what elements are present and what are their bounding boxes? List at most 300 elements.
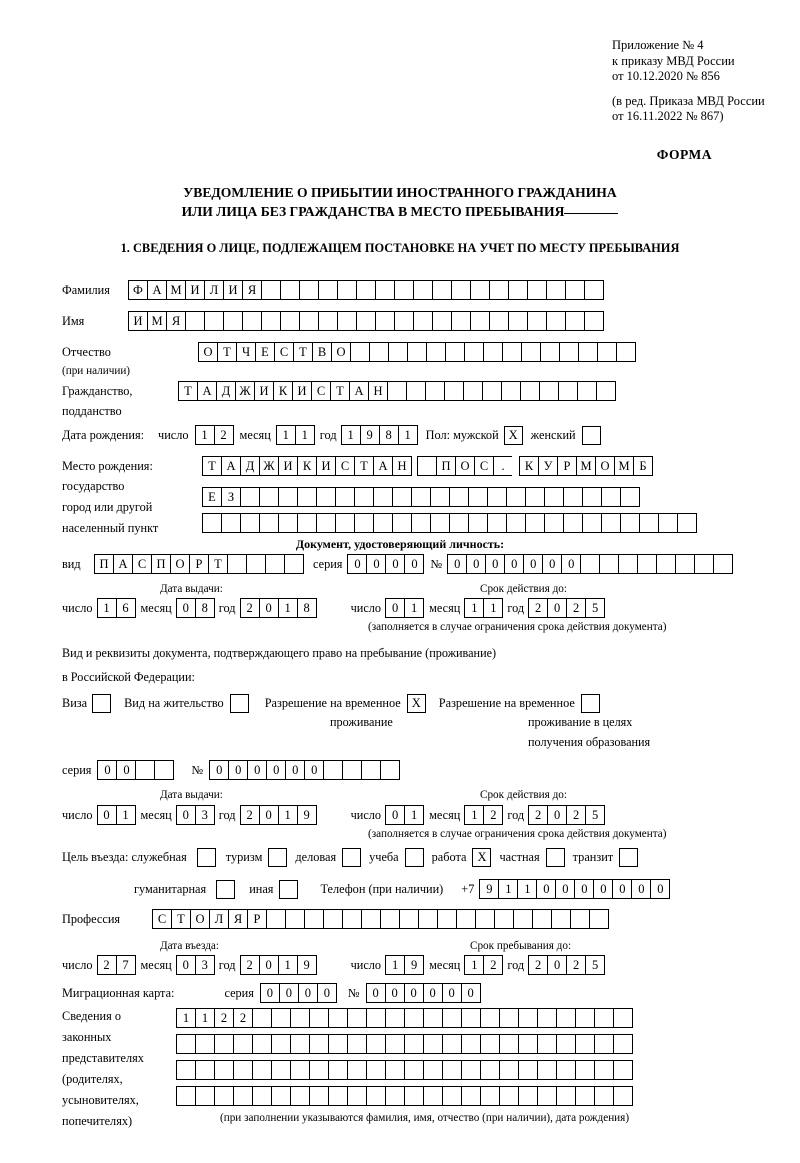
char-cell[interactable] [304, 909, 324, 929]
char-cell[interactable]: 5 [585, 805, 605, 825]
doc-valid-year-input[interactable] [528, 598, 604, 618]
char-cell[interactable] [335, 513, 355, 533]
char-cell[interactable]: Я [228, 909, 248, 929]
char-cell[interactable]: 1 [464, 805, 484, 825]
char-cell[interactable] [261, 280, 281, 300]
char-cell[interactable]: 0 [366, 554, 386, 574]
purpose-private-checkbox[interactable] [546, 848, 565, 867]
char-cell[interactable]: Е [202, 487, 222, 507]
char-cell[interactable]: С [335, 456, 355, 476]
char-cell[interactable] [532, 909, 552, 929]
char-cell[interactable] [411, 487, 431, 507]
char-cell[interactable] [240, 487, 260, 507]
purpose-business-checkbox[interactable] [342, 848, 361, 867]
char-cell[interactable] [354, 513, 374, 533]
char-cell[interactable] [537, 1034, 557, 1054]
char-cell[interactable] [426, 342, 446, 362]
char-cell[interactable]: 2 [483, 955, 503, 975]
char-cell[interactable] [394, 280, 414, 300]
purpose-other-checkbox[interactable] [279, 880, 298, 899]
char-cell[interactable]: 1 [341, 425, 361, 445]
char-cell[interactable] [616, 342, 636, 362]
char-cell[interactable] [271, 1008, 291, 1028]
char-cell[interactable]: 0 [547, 955, 567, 975]
char-cell[interactable]: Д [216, 381, 236, 401]
char-cell[interactable]: 2 [566, 805, 586, 825]
char-cell[interactable]: 2 [233, 1008, 253, 1028]
char-cell[interactable]: 9 [479, 879, 499, 899]
char-cell[interactable] [290, 1034, 310, 1054]
char-cell[interactable] [259, 487, 279, 507]
char-cell[interactable] [520, 381, 540, 401]
char-cell[interactable]: 0 [285, 760, 305, 780]
char-cell[interactable]: 1 [517, 879, 537, 899]
char-cell[interactable] [221, 513, 241, 533]
char-cell[interactable] [350, 342, 370, 362]
char-cell[interactable]: Т [217, 342, 237, 362]
char-cell[interactable] [214, 1086, 234, 1106]
char-cell[interactable]: С [311, 381, 331, 401]
char-cell[interactable] [380, 909, 400, 929]
birth-month-input[interactable] [276, 425, 314, 445]
char-cell[interactable] [280, 280, 300, 300]
residence-permit-checkbox[interactable] [230, 694, 249, 713]
char-cell[interactable]: 0 [317, 983, 337, 1003]
char-cell[interactable] [639, 513, 659, 533]
char-cell[interactable] [677, 513, 697, 533]
char-cell[interactable]: 0 [209, 760, 229, 780]
char-cell[interactable]: Е [255, 342, 275, 362]
char-cell[interactable] [489, 311, 509, 331]
char-cell[interactable] [551, 909, 571, 929]
char-cell[interactable] [385, 1008, 405, 1028]
char-cell[interactable]: 1 [404, 598, 424, 618]
char-cell[interactable] [442, 1008, 462, 1028]
char-cell[interactable] [656, 554, 676, 574]
char-cell[interactable]: О [455, 456, 475, 476]
purpose-transit-checkbox[interactable] [619, 848, 638, 867]
char-cell[interactable] [413, 280, 433, 300]
char-cell[interactable] [518, 1060, 538, 1080]
char-cell[interactable] [594, 1060, 614, 1080]
char-cell[interactable]: 9 [297, 805, 317, 825]
char-cell[interactable] [195, 1086, 215, 1106]
char-cell[interactable] [432, 311, 452, 331]
char-cell[interactable] [594, 1086, 614, 1106]
char-cell[interactable] [394, 311, 414, 331]
char-cell[interactable] [589, 909, 609, 929]
char-cell[interactable]: 0 [485, 554, 505, 574]
birth-place-state-input[interactable] [202, 456, 652, 476]
char-cell[interactable]: 0 [228, 760, 248, 780]
char-cell[interactable]: Т [178, 381, 198, 401]
char-cell[interactable]: 8 [195, 598, 215, 618]
char-cell[interactable] [501, 381, 521, 401]
doc-number-input[interactable] [447, 554, 732, 574]
char-cell[interactable] [499, 1086, 519, 1106]
char-cell[interactable] [154, 760, 174, 780]
char-cell[interactable] [366, 1008, 386, 1028]
char-cell[interactable] [513, 909, 533, 929]
char-cell[interactable] [297, 513, 317, 533]
char-cell[interactable] [468, 513, 488, 533]
char-cell[interactable]: 1 [278, 805, 298, 825]
char-cell[interactable] [299, 280, 319, 300]
name-input[interactable] [128, 311, 603, 331]
char-cell[interactable]: 2 [240, 598, 260, 618]
char-cell[interactable]: 1 [483, 598, 503, 618]
char-cell[interactable] [318, 311, 338, 331]
char-cell[interactable] [404, 1034, 424, 1054]
char-cell[interactable] [620, 513, 640, 533]
char-cell[interactable] [483, 342, 503, 362]
char-cell[interactable] [527, 311, 547, 331]
char-cell[interactable]: 0 [304, 760, 324, 780]
char-cell[interactable]: А [113, 554, 133, 574]
char-cell[interactable] [271, 1060, 291, 1080]
char-cell[interactable]: Б [633, 456, 653, 476]
char-cell[interactable] [594, 1008, 614, 1028]
char-cell[interactable] [556, 1034, 576, 1054]
char-cell[interactable] [375, 280, 395, 300]
char-cell[interactable]: Д [240, 456, 260, 476]
char-cell[interactable] [563, 513, 583, 533]
sex-female-checkbox[interactable] [582, 426, 601, 445]
char-cell[interactable] [442, 1060, 462, 1080]
char-cell[interactable] [404, 1008, 424, 1028]
char-cell[interactable]: 2 [214, 1008, 234, 1028]
char-cell[interactable] [499, 1060, 519, 1080]
char-cell[interactable] [475, 909, 495, 929]
char-cell[interactable]: П [436, 456, 456, 476]
surname-input[interactable] [128, 280, 603, 300]
char-cell[interactable]: Р [189, 554, 209, 574]
char-cell[interactable] [565, 280, 585, 300]
char-cell[interactable] [204, 311, 224, 331]
char-cell[interactable] [195, 1060, 215, 1080]
char-cell[interactable] [252, 1034, 272, 1054]
char-cell[interactable] [544, 513, 564, 533]
char-cell[interactable] [508, 311, 528, 331]
char-cell[interactable] [480, 1086, 500, 1106]
char-cell[interactable]: 0 [612, 879, 632, 899]
char-cell[interactable]: 0 [97, 760, 117, 780]
char-cell[interactable]: 0 [347, 554, 367, 574]
char-cell[interactable] [575, 1086, 595, 1106]
char-cell[interactable] [373, 513, 393, 533]
legal-rep-input-row3[interactable] [176, 1060, 632, 1080]
char-cell[interactable] [366, 1060, 386, 1080]
char-cell[interactable] [347, 1034, 367, 1054]
char-cell[interactable]: 1 [195, 425, 215, 445]
char-cell[interactable] [240, 513, 260, 533]
char-cell[interactable] [464, 342, 484, 362]
char-cell[interactable] [423, 1060, 443, 1080]
char-cell[interactable] [577, 381, 597, 401]
stay-series-input[interactable] [97, 760, 173, 780]
purpose-tourism-checkbox[interactable] [268, 848, 287, 867]
char-cell[interactable] [494, 909, 514, 929]
char-cell[interactable] [271, 1086, 291, 1106]
char-cell[interactable] [518, 1034, 538, 1054]
char-cell[interactable] [442, 1086, 462, 1106]
char-cell[interactable]: 0 [259, 805, 279, 825]
char-cell[interactable] [480, 1060, 500, 1080]
char-cell[interactable] [404, 1060, 424, 1080]
char-cell[interactable] [223, 311, 243, 331]
char-cell[interactable]: О [170, 554, 190, 574]
char-cell[interactable] [445, 342, 465, 362]
char-cell[interactable] [380, 760, 400, 780]
char-cell[interactable] [252, 1060, 272, 1080]
stay-valid-day-input[interactable] [385, 805, 423, 825]
char-cell[interactable] [559, 342, 579, 362]
stay-valid-year-input[interactable] [528, 805, 604, 825]
char-cell[interactable]: Ж [235, 381, 255, 401]
char-cell[interactable]: Т [330, 381, 350, 401]
char-cell[interactable]: 0 [631, 879, 651, 899]
char-cell[interactable]: 0 [116, 760, 136, 780]
phone-input[interactable] [479, 879, 669, 899]
char-cell[interactable] [335, 487, 355, 507]
char-cell[interactable] [233, 1086, 253, 1106]
char-cell[interactable] [558, 381, 578, 401]
char-cell[interactable] [366, 1086, 386, 1106]
char-cell[interactable]: С [274, 342, 294, 362]
char-cell[interactable] [278, 487, 298, 507]
char-cell[interactable] [430, 487, 450, 507]
char-cell[interactable]: 2 [528, 598, 548, 618]
char-cell[interactable] [413, 311, 433, 331]
char-cell[interactable]: 1 [276, 425, 296, 445]
char-cell[interactable] [597, 342, 617, 362]
char-cell[interactable] [461, 1060, 481, 1080]
char-cell[interactable]: 9 [360, 425, 380, 445]
char-cell[interactable]: Я [242, 280, 262, 300]
char-cell[interactable]: 1 [464, 598, 484, 618]
char-cell[interactable] [537, 1086, 557, 1106]
char-cell[interactable]: 1 [116, 805, 136, 825]
char-cell[interactable]: 0 [442, 983, 462, 1003]
char-cell[interactable] [456, 909, 476, 929]
char-cell[interactable] [444, 381, 464, 401]
char-cell[interactable] [613, 1008, 633, 1028]
legal-rep-input-row2[interactable] [176, 1034, 632, 1054]
char-cell[interactable] [299, 311, 319, 331]
char-cell[interactable] [388, 342, 408, 362]
char-cell[interactable]: 0 [385, 598, 405, 618]
char-cell[interactable] [468, 487, 488, 507]
char-cell[interactable] [290, 1086, 310, 1106]
char-cell[interactable] [675, 554, 695, 574]
char-cell[interactable] [406, 381, 426, 401]
char-cell[interactable] [423, 1008, 443, 1028]
birth-day-input[interactable] [195, 425, 233, 445]
char-cell[interactable] [280, 311, 300, 331]
char-cell[interactable] [252, 1008, 272, 1028]
char-cell[interactable] [417, 456, 437, 476]
char-cell[interactable] [361, 760, 381, 780]
char-cell[interactable] [214, 1060, 234, 1080]
char-cell[interactable]: 0 [385, 805, 405, 825]
visa-checkbox[interactable] [92, 694, 111, 713]
char-cell[interactable] [318, 280, 338, 300]
char-cell[interactable] [233, 1060, 253, 1080]
char-cell[interactable]: А [221, 456, 241, 476]
char-cell[interactable] [407, 342, 427, 362]
char-cell[interactable]: Н [392, 456, 412, 476]
char-cell[interactable] [480, 1008, 500, 1028]
char-cell[interactable]: И [292, 381, 312, 401]
char-cell[interactable]: М [166, 280, 186, 300]
stay-issue-year-input[interactable] [240, 805, 316, 825]
char-cell[interactable]: 0 [385, 554, 405, 574]
char-cell[interactable]: О [595, 456, 615, 476]
char-cell[interactable] [582, 513, 602, 533]
char-cell[interactable] [246, 554, 266, 574]
stay-until-year-input[interactable] [528, 955, 604, 975]
char-cell[interactable] [518, 1008, 538, 1028]
char-cell[interactable]: 0 [404, 554, 424, 574]
purpose-humanitarian-checkbox[interactable] [216, 880, 235, 899]
char-cell[interactable] [546, 311, 566, 331]
char-cell[interactable] [556, 1086, 576, 1106]
char-cell[interactable]: 0 [97, 805, 117, 825]
stay-until-day-input[interactable] [385, 955, 423, 975]
char-cell[interactable]: О [198, 342, 218, 362]
char-cell[interactable]: Л [209, 909, 229, 929]
char-cell[interactable] [404, 1086, 424, 1106]
char-cell[interactable]: С [132, 554, 152, 574]
char-cell[interactable] [233, 1034, 253, 1054]
char-cell[interactable] [437, 909, 457, 929]
char-cell[interactable] [328, 1008, 348, 1028]
char-cell[interactable] [430, 513, 450, 533]
char-cell[interactable]: 2 [566, 955, 586, 975]
char-cell[interactable] [366, 1034, 386, 1054]
char-cell[interactable] [599, 554, 619, 574]
char-cell[interactable] [487, 513, 507, 533]
char-cell[interactable]: . [493, 456, 513, 476]
char-cell[interactable] [195, 1034, 215, 1054]
char-cell[interactable] [658, 513, 678, 533]
char-cell[interactable] [461, 1086, 481, 1106]
doc-issue-day-input[interactable] [97, 598, 135, 618]
char-cell[interactable]: А [197, 381, 217, 401]
char-cell[interactable] [502, 342, 522, 362]
char-cell[interactable]: И [278, 456, 298, 476]
entry-month-input[interactable] [176, 955, 214, 975]
char-cell[interactable] [506, 487, 526, 507]
char-cell[interactable]: 0 [423, 983, 443, 1003]
char-cell[interactable] [556, 1008, 576, 1028]
char-cell[interactable]: 6 [116, 598, 136, 618]
char-cell[interactable]: 1 [464, 955, 484, 975]
char-cell[interactable] [480, 1034, 500, 1054]
char-cell[interactable]: 0 [366, 983, 386, 1003]
char-cell[interactable] [540, 342, 560, 362]
char-cell[interactable] [613, 1086, 633, 1106]
char-cell[interactable] [442, 1034, 462, 1054]
char-cell[interactable] [537, 1008, 557, 1028]
stay-issue-month-input[interactable] [176, 805, 214, 825]
char-cell[interactable] [537, 1060, 557, 1080]
char-cell[interactable]: 0 [466, 554, 486, 574]
char-cell[interactable] [227, 554, 247, 574]
char-cell[interactable]: И [223, 280, 243, 300]
char-cell[interactable]: З [221, 487, 241, 507]
char-cell[interactable] [316, 513, 336, 533]
char-cell[interactable] [449, 513, 469, 533]
char-cell[interactable] [242, 311, 262, 331]
char-cell[interactable] [546, 280, 566, 300]
doc-issue-month-input[interactable] [176, 598, 214, 618]
char-cell[interactable] [337, 311, 357, 331]
char-cell[interactable]: А [373, 456, 393, 476]
char-cell[interactable]: 1 [398, 425, 418, 445]
char-cell[interactable]: 1 [498, 879, 518, 899]
char-cell[interactable] [361, 909, 381, 929]
char-cell[interactable] [290, 1008, 310, 1028]
char-cell[interactable] [575, 1034, 595, 1054]
char-cell[interactable] [521, 342, 541, 362]
char-cell[interactable] [369, 342, 389, 362]
char-cell[interactable] [185, 311, 205, 331]
char-cell[interactable] [506, 513, 526, 533]
char-cell[interactable]: 0 [259, 598, 279, 618]
char-cell[interactable] [525, 513, 545, 533]
stay-number-input[interactable] [209, 760, 399, 780]
char-cell[interactable] [694, 554, 714, 574]
char-cell[interactable] [508, 280, 528, 300]
char-cell[interactable] [375, 311, 395, 331]
char-cell[interactable]: О [190, 909, 210, 929]
char-cell[interactable]: 0 [279, 983, 299, 1003]
char-cell[interactable] [601, 487, 621, 507]
char-cell[interactable]: 0 [574, 879, 594, 899]
char-cell[interactable]: 1 [176, 1008, 196, 1028]
char-cell[interactable] [613, 1060, 633, 1080]
char-cell[interactable] [356, 311, 376, 331]
char-cell[interactable] [544, 487, 564, 507]
char-cell[interactable] [423, 1034, 443, 1054]
char-cell[interactable] [613, 1034, 633, 1054]
char-cell[interactable]: 5 [585, 598, 605, 618]
char-cell[interactable] [214, 1034, 234, 1054]
char-cell[interactable] [328, 1086, 348, 1106]
char-cell[interactable] [342, 760, 362, 780]
char-cell[interactable] [392, 487, 412, 507]
char-cell[interactable] [297, 487, 317, 507]
char-cell[interactable] [425, 381, 445, 401]
char-cell[interactable] [596, 381, 616, 401]
char-cell[interactable] [347, 1086, 367, 1106]
char-cell[interactable]: К [519, 456, 539, 476]
char-cell[interactable]: А [147, 280, 167, 300]
char-cell[interactable] [309, 1034, 329, 1054]
char-cell[interactable] [399, 909, 419, 929]
char-cell[interactable] [411, 513, 431, 533]
legal-rep-input-row1[interactable] [176, 1008, 632, 1028]
char-cell[interactable] [584, 280, 604, 300]
doc-valid-day-input[interactable] [385, 598, 423, 618]
char-cell[interactable] [620, 487, 640, 507]
char-cell[interactable] [284, 554, 304, 574]
char-cell[interactable]: Т [202, 456, 222, 476]
char-cell[interactable] [252, 1086, 272, 1106]
doc-issue-year-input[interactable] [240, 598, 316, 618]
char-cell[interactable]: 1 [295, 425, 315, 445]
